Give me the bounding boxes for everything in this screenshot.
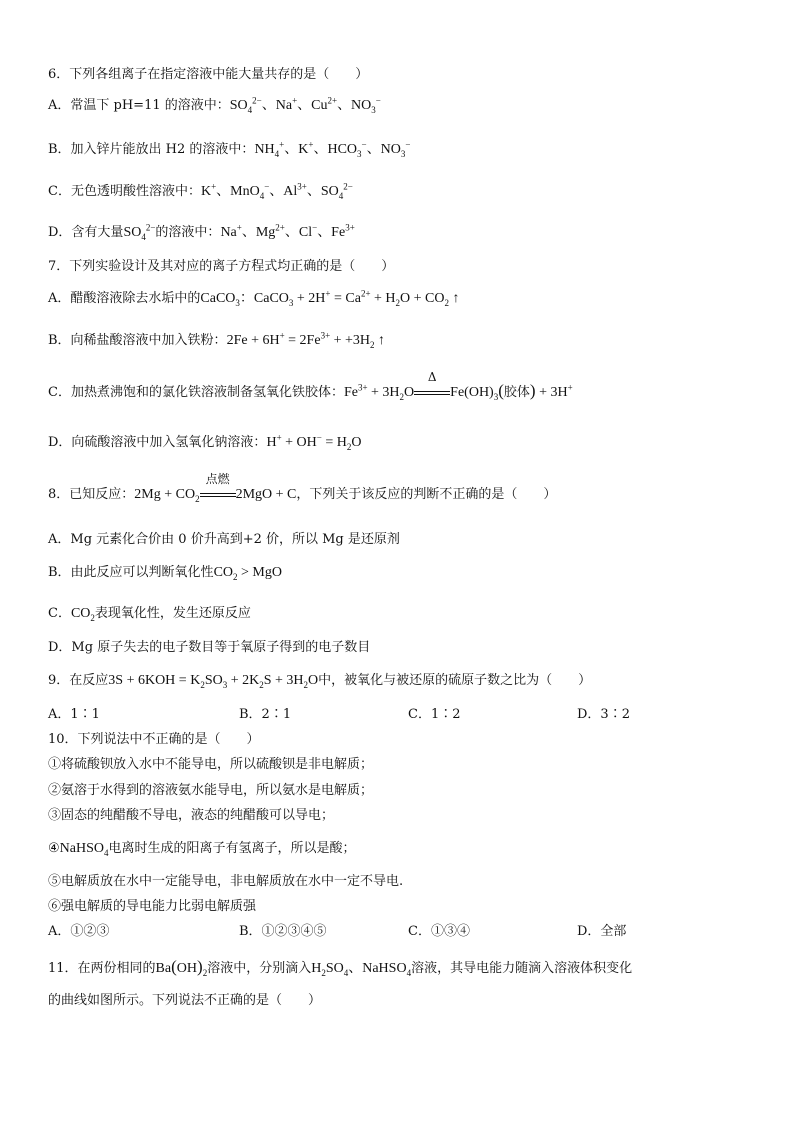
q10-stem: 10．下列说法中不正确的是（ ） xyxy=(48,732,260,747)
q10-statement-6: ⑥强电解质的导电能力比弱电解质强 xyxy=(48,899,257,914)
q6-option-b: B．加入锌片能放出 H2 的溶液中：$NH_4^+$、K+、$HCO_3^-$、$NO_3^-$ xyxy=(48,139,411,159)
q6-option-d: D．含有大量$SO_4^{2-}$的溶液中：Na+、$Mg^{2+}$、Cl−、$Fe^{3+}$ xyxy=(48,222,355,242)
q8-option-d: D．Mg 原子失去的电子数目等于氧原子得到的电子数目 xyxy=(48,640,371,655)
q8-option-c: C．$CO_2$表现氧化性，发生还原反应 xyxy=(48,606,251,623)
q7-option-d: D．向硫酸溶液中加入氢氧化钠溶液：$H^+ + OH^- = H_2O$ xyxy=(48,432,362,452)
q6-b-ions: $NH_4^+$、K+、$HCO_3^-$、$NO_3^-$ xyxy=(254,139,411,159)
q7-option-c: C．加热煮沸饱和的氯化铁溶液制备氢氧化铁胶体：$Fe^{3+} + 3H_2O$ Δ $Fe(OH)_3$(胶体) + 3H+ xyxy=(48,370,573,402)
q6-c-ions: K+、MnO$_4$−、$Al^{3+}$、$SO_4^{2-}$ xyxy=(200,181,353,201)
q9-stem: 9．在反应$3S + 6KOH = K_2SO_3 + 2K_2S + 3H_2O$中，被氧化与被还原的硫原子数之比为（ ） xyxy=(48,673,592,690)
q6-option-c: C．无色透明酸性溶液中：K+、MnO$_4$−、$Al^{3+}$、$SO_4^{2-}$ xyxy=(48,181,353,201)
q7-c-heating-arrow: Δ xyxy=(414,384,450,402)
q10-statement-4: ④NaHSO$_4$电离时生成的阳离子有氢离子，所以是酸； xyxy=(48,841,356,858)
q6-d-ions: Na+、$Mg^{2+}$、Cl−、$Fe^{3+}$ xyxy=(220,222,355,240)
q7-option-b: B．向稀盐酸溶液中加入铁粉：$2Fe + 6H^+ = 2Fe^{3+} + +3H_2$ ↑ xyxy=(48,330,386,350)
q8-option-a: A．Mg 元素化合价由 0 价升高到+2 价，所以 Mg 是还原剂 xyxy=(48,532,400,547)
q11-stem-line2: 的曲线如图所示。下列说法不正确的是（ ） xyxy=(48,993,322,1008)
q9-option-b: B．2∶1 xyxy=(239,707,292,722)
q10-option-b: B．①②③④⑤ xyxy=(239,924,327,939)
q10-statement-3: ③固态的纯醋酸不导电，液态的纯醋酸可以导电； xyxy=(48,808,335,823)
q10-option-c: C．①③④ xyxy=(408,924,470,939)
q7-option-a: A．醋酸溶液除去水垢中的CaCO$_3$：CaCO$_3$ + $2H^+ = Ca^{2+} + H_2O + CO_2$ ↑ xyxy=(48,288,460,308)
q6-option-a: A．常温下 pH=11 的溶液中：$SO_4^{2-}$、Na+、$Cu^{2+}$、$NO_3^-$ xyxy=(48,95,381,115)
q10-statement-2: ②氨溶于水得到的溶液氨水能导电，所以氨水是电解质； xyxy=(48,783,374,798)
q8-stem: 8．已知反应：$2Mg + CO_2$ 点燃 2MgO + C，下列关于该反应的判断不正确的是（ ） xyxy=(48,472,557,504)
q9-option-c: C．1∶2 xyxy=(408,707,461,722)
q6-stem: 6．下列各组离子在指定溶液中能大量共存的是（ ） xyxy=(48,67,369,82)
q11-stem: 11．在两份相同的$Ba(OH)_2$溶液中，分别滴入$H_2SO_4$、NaHSO$_4$溶液，其导电能力随滴入溶液体积变化 xyxy=(48,957,633,978)
q6-a-ions: $SO_4^{2-}$、Na+、$Cu^{2+}$、$NO_3^-$ xyxy=(229,95,381,115)
q9-option-d: D．3∶2 xyxy=(577,707,630,722)
q8-ignition-arrow: 点燃 xyxy=(200,486,236,504)
q10-statement-1: ①将硫酸钡放入水中不能导电，所以硫酸钡是非电解质； xyxy=(48,757,374,772)
q9-option-a: A．1∶1 xyxy=(48,707,100,722)
q7-stem: 7．下列实验设计及其对应的离子方程式均正确的是（ ） xyxy=(48,259,395,274)
q10-option-a: A．①②③ xyxy=(48,924,110,939)
q10-statement-5: ⑤电解质放在水中一定能导电，非电解质放在水中一定不导电. xyxy=(48,874,404,889)
q10-option-d: D．全部 xyxy=(577,924,627,939)
q8-option-b: B．由此反应可以判断氧化性$CO_2$ > MgO xyxy=(48,565,282,582)
